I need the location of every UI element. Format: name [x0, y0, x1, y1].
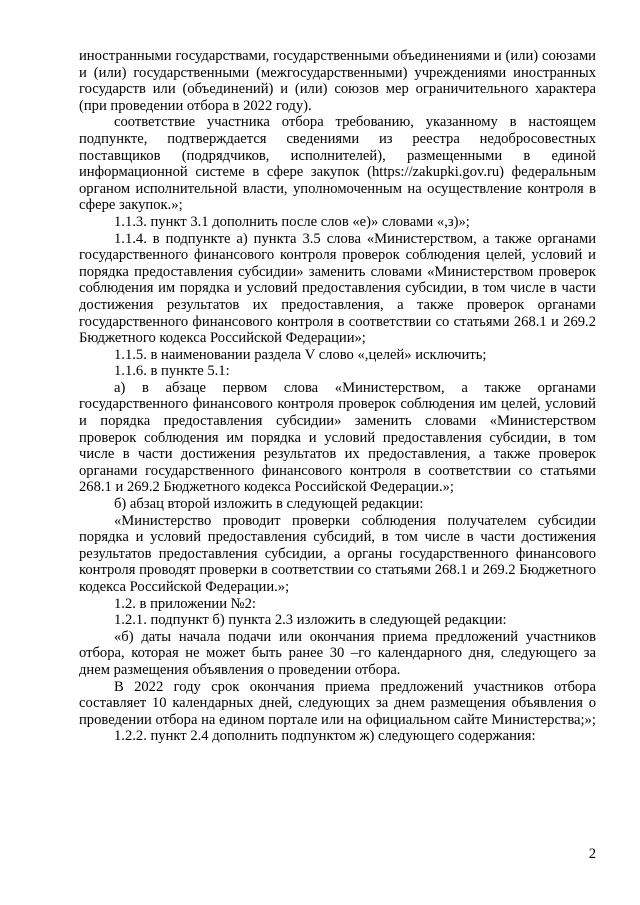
paragraph: 1.2.2. пункт 2.4 дополнить подпунктом ж) следующего содержания:: [114, 728, 536, 745]
paragraph: иностранными государствами, государственными объединениями и (или) союзами и (или) государственными (межгосударственными) учреждениями иностранных государств или (объединений) и (или) союзов мер ограничительного характера (при проведении отбора в 2022 году).: [79, 48, 596, 114]
page-number: 2: [588, 846, 596, 862]
paragraph: б) абзац второй изложить в следующей редакции:: [114, 496, 424, 513]
paragraph: «Министерство проводит проверки соблюдения получателем субсидии порядка и условий предоставления субсидий, в том числе в части достижения результатов предоставления субсидии, а органы государственного финансового контроля проводят проверки в соответствии со статьями 268.1 и 269.2 Бюджетного кодекса Российской Федерации.»;: [79, 512, 596, 595]
paragraph: а) в абзаце первом слова «Министерством, а также органами государственного финансового контроля проверок соблюдения им целей, условий и порядка предоставления субсидии» заменить словами «Министерством проверок соблюдения им порядка и условий предоставления субсидии, в том числе в части достижения результатов их предоставления, а также проверок органами государственного финансового контроля в соответствии со статьями 268.1 и 269.2 Бюджетного кодекса Российской Федерации.»;: [79, 379, 596, 496]
paragraph: 1.1.6. в пункте 5.1:: [114, 363, 230, 380]
paragraph: 1.1.4. в подпункте а) пункта 3.5 слова «Министерством, а также органами государственного финансового контроля проверок соблюдения целей, условий и порядка предоставления субсидии» заменить словами «Министерством проверок соблюдения им порядка и условий предоставления субсидии, в том числе в части достижения результатов их предоставления, а также проверок органами государственного финансового контроля в соответствии со статьями 268.1 и 269.2 Бюджетного кодекса Российской Федерации»;: [79, 230, 596, 347]
paragraph: соответствие участника отбора требованию, указанному в настоящем подпункте, подтверждается сведениями из реестра недобросовестных поставщиков (подрядчиков, исполнителей), размещенными в единой информационной системе в сфере закупок (https://zakupki.gov.ru) федеральным органом исполнительной власти, уполномоченным на осуществление контроля в сфере закупок.»;: [79, 114, 596, 214]
paragraph: В 2022 году срок окончания приема предложений участников отбора составляет 10 календарных дней, следующих за днем размещения объявления о проведении отбора на едином портале или на официальном сайте Министерства;»;: [79, 678, 596, 728]
paragraph: 1.1.3. пункт 3.1 дополнить после слов «е)» словами «,з)»;: [114, 213, 470, 230]
paragraph: «б) даты начала подачи или окончания приема предложений участников отбора, которая не может быть ранее 30 –го календарного дня, следующего за днем размещения объявления о проведении отбора.: [79, 628, 596, 678]
paragraph: 1.2.1. подпункт б) пункта 2.3 изложить в следующей редакции:: [114, 612, 507, 629]
document-body: [79, 48, 596, 745]
paragraph: 1.2. в приложении №2:: [114, 595, 256, 612]
paragraph: 1.1.5. в наименовании раздела V слово «,целей» исключить;: [114, 346, 487, 363]
